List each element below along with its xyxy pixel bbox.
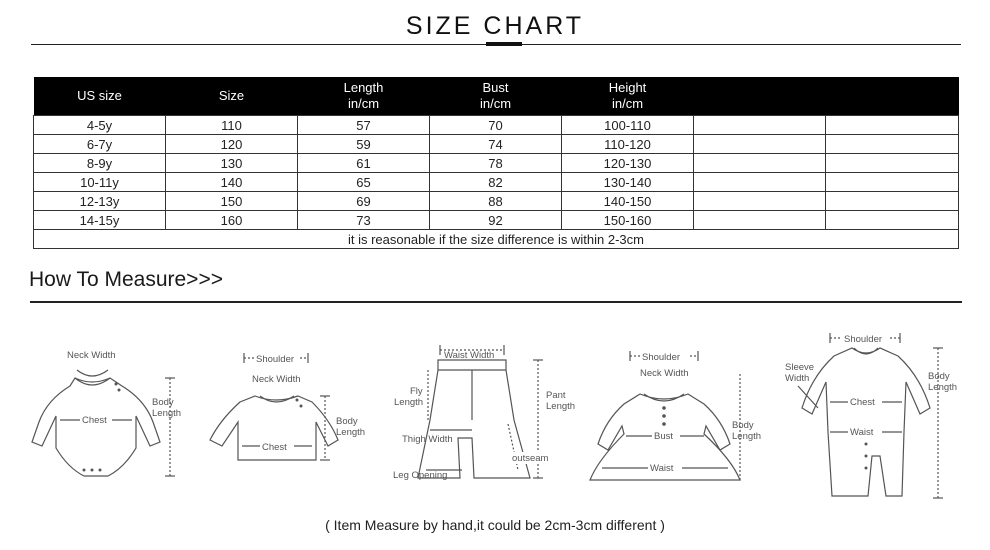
header-bust: Bust in/cm xyxy=(430,77,562,116)
cell-height: 120-130 xyxy=(562,154,694,173)
cell-empty xyxy=(826,154,959,173)
cell-bust: 88 xyxy=(430,192,562,211)
cell-size: 140 xyxy=(166,173,298,192)
cell-length: 61 xyxy=(298,154,430,173)
romper-sleeve-width-label: Width xyxy=(785,373,810,384)
header-size: Size xyxy=(166,77,298,116)
cell-length: 59 xyxy=(298,135,430,154)
romper-diagram xyxy=(780,326,970,511)
cell-length: 57 xyxy=(298,116,430,135)
cell-empty xyxy=(826,116,959,135)
pants-fly-label: Fly xyxy=(410,386,423,397)
cell-empty xyxy=(694,116,826,135)
dress-shoulder-label: Shoulder xyxy=(642,352,681,363)
dress-diagram xyxy=(582,320,772,500)
romper-chest-label: Chest xyxy=(850,397,875,408)
shirt-chest-label: Chest xyxy=(262,442,287,453)
table-row xyxy=(34,211,959,230)
cell-us-size: 4-5y xyxy=(34,116,166,135)
header-length: Length in/cm xyxy=(298,77,430,116)
dress-length-label: Length xyxy=(732,431,762,442)
header-us-size: US size xyxy=(34,77,166,116)
size-chart-title: SIZE CHART xyxy=(405,12,585,40)
pants-fly-length-label: Length xyxy=(394,397,424,408)
dress-body-label: Body xyxy=(732,420,754,431)
cell-empty xyxy=(694,211,826,230)
cell-height: 100-110 xyxy=(562,116,694,135)
cell-us-size: 12-13y xyxy=(34,192,166,211)
cell-size: 160 xyxy=(166,211,298,230)
cell-height: 150-160 xyxy=(562,211,694,230)
pants-outseam-label: outseam xyxy=(512,453,549,464)
cell-height: 130-140 xyxy=(562,173,694,192)
pants-pant-label: Pant xyxy=(546,390,566,401)
romper-waist-label: Waist xyxy=(850,427,874,438)
cell-empty xyxy=(694,192,826,211)
shirt-shoulder-label: Shoulder xyxy=(256,354,295,365)
header-empty-2 xyxy=(826,77,959,116)
cell-us-size: 14-15y xyxy=(34,211,166,230)
cell-us-size: 8-9y xyxy=(34,154,166,173)
header-empty-1 xyxy=(694,77,826,116)
cell-empty xyxy=(826,173,959,192)
cell-empty xyxy=(694,154,826,173)
cell-length: 69 xyxy=(298,192,430,211)
size-table xyxy=(33,77,959,249)
table-header-row xyxy=(34,77,959,116)
cell-bust: 78 xyxy=(430,154,562,173)
cell-bust: 82 xyxy=(430,173,562,192)
table-row xyxy=(34,192,959,211)
dress-neck-label: Neck Width xyxy=(640,368,689,379)
shirt-diagram xyxy=(200,320,380,490)
cell-length: 73 xyxy=(298,211,430,230)
table-row xyxy=(34,154,959,173)
romper-body-label: Body xyxy=(928,371,950,382)
cell-bust: 74 xyxy=(430,135,562,154)
header-height: Height in/cm xyxy=(562,77,694,116)
table-row xyxy=(34,173,959,192)
shirt-body-label: Body xyxy=(336,416,358,427)
table-note-row xyxy=(34,230,959,249)
pants-diagram xyxy=(388,320,578,495)
how-to-measure-heading: How To Measure>>> xyxy=(29,268,223,291)
size-difference-note: it is reasonable if the size difference is within 2-3cm xyxy=(34,230,959,249)
pants-waist-label: Waist Width xyxy=(444,350,495,361)
cell-empty xyxy=(826,135,959,154)
table-row xyxy=(34,135,959,154)
cell-height: 110-120 xyxy=(562,135,694,154)
measure-footnote: ( Item Measure by hand,it could be 2cm-3cm different ) xyxy=(325,517,665,533)
shirt-length-label: Length xyxy=(336,427,366,438)
romper-length-label: Length xyxy=(928,382,958,393)
measure-rule xyxy=(30,301,962,303)
cell-bust: 92 xyxy=(430,211,562,230)
dress-waist-label: Waist xyxy=(650,463,674,474)
cell-bust: 70 xyxy=(430,116,562,135)
romper-sleeve-label: Sleeve xyxy=(785,362,815,373)
bodysuit-chest-label: Chest xyxy=(82,415,107,426)
cell-us-size: 10-11y xyxy=(34,173,166,192)
bodysuit-neck-label: Neck Width xyxy=(67,350,116,361)
cell-us-size: 6-7y xyxy=(34,135,166,154)
cell-height: 140-150 xyxy=(562,192,694,211)
pants-thigh-label: Thigh Width xyxy=(402,434,453,445)
cell-empty xyxy=(826,192,959,211)
cell-size: 130 xyxy=(166,154,298,173)
pants-leg-label: Leg Opening xyxy=(393,470,448,481)
shirt-neck-label: Neck Width xyxy=(252,374,301,385)
bodysuit-diagram xyxy=(20,320,195,490)
cell-size: 150 xyxy=(166,192,298,211)
bodysuit-length-label: Length xyxy=(152,408,182,419)
cell-size: 120 xyxy=(166,135,298,154)
romper-shoulder-label: Shoulder xyxy=(844,334,883,345)
cell-empty xyxy=(694,135,826,154)
pants-pant-length-label: Length xyxy=(546,401,576,412)
cell-length: 65 xyxy=(298,173,430,192)
dress-bust-label: Bust xyxy=(654,431,674,442)
table-row xyxy=(34,116,959,135)
cell-empty xyxy=(826,211,959,230)
cell-empty xyxy=(694,173,826,192)
bodysuit-body-label: Body xyxy=(152,397,174,408)
cell-size: 110 xyxy=(166,116,298,135)
title-accent xyxy=(486,42,522,46)
